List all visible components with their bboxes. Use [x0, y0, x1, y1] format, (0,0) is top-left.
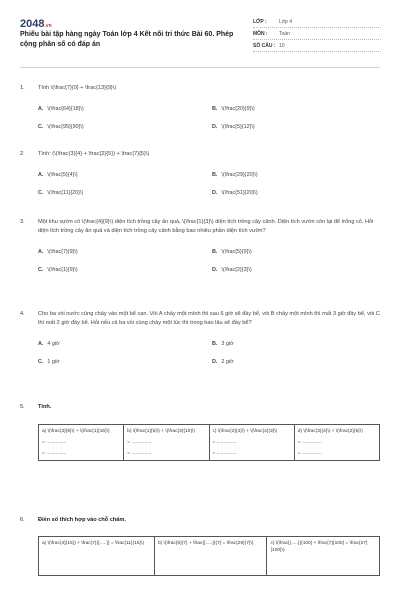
- question-6: 6. Điền số thích hợp vào chỗ chấm.: [20, 517, 126, 523]
- option-b[interactable]: B. \(\frac{29}{20}\): [212, 172, 258, 178]
- calc-cell-c: c) \(\frac{2}{3}\) + \(\frac{4}{3}\) = ............... = ...............: [209, 425, 294, 461]
- question-4: 4. Cho ba vòi nước cùng chảy vào một bể cạn. Vòi A chảy một mình thì sau 6 giờ sẽ đầy bể, vòi B chảy một mình thì mất 3 giờ đầy bể, vòi C thì mất 2 giờ đầy bể. Hỏi nếu cả ba vòi cùng chảy một lúc thì trong bao lâu sẽ đầy bể? A. 4 giờ B. 3 giờ C. 1 giờ D. 2 giờ: [20, 311, 380, 365]
- option-a[interactable]: A. \(\frac{7}{9}\): [38, 249, 78, 255]
- option-d[interactable]: D. \(\frac{2}{3}\): [212, 267, 252, 273]
- fill-cell-c[interactable]: c) \(\frac{{.....}}{100} + \frac{7}{100} = \frac{27}{100}\): [267, 537, 380, 576]
- option-a[interactable]: A. \(\frac{5}{4}\): [38, 172, 78, 178]
- option-c[interactable]: C. 1 giờ: [38, 359, 60, 365]
- info-row-class: LỚP : Lớp 4: [253, 16, 381, 28]
- option-a[interactable]: A. \(\frac{64}{18}\): [38, 106, 84, 112]
- option-c[interactable]: C. \(\frac{95}{90}\): [38, 124, 84, 130]
- question-5: 5. Tính.: [20, 404, 52, 410]
- answer-blank[interactable]: = ...............: [212, 440, 237, 445]
- question-2: 2. Tính: (\(\frac{3}{4} + \frac{2}{5}) + \frac{7}{5}\) A. \(\frac{5}{4}\) B. \(\frac{29}{20}\) C. \(\frac{11}{20}\) D. \(\frac{51}{20}\): [20, 151, 258, 196]
- question-1: 1. Tính \(\frac{7}{9} + \frac{13}{9}\) A. \(\frac{64}{18}\) B. \(\frac{20}{9}\) C. \(\frac{95}{90}\) D. \(\frac{5}{12}\): [20, 85, 255, 130]
- option-b[interactable]: B. \(\frac{5}{9}\): [212, 249, 252, 255]
- answer-blank[interactable]: = ...............: [127, 440, 152, 445]
- fill-table: [38, 536, 380, 576]
- option-a[interactable]: A. 4 giờ: [38, 341, 60, 347]
- info-panel: [253, 16, 381, 52]
- answer-blank[interactable]: = ...............: [212, 451, 237, 456]
- option-d[interactable]: D. \(\frac{5}{12}\): [212, 124, 255, 130]
- site-logo[interactable]: 2048.vn: [20, 18, 52, 30]
- worksheet-title: Phiếu bài tập hàng ngày Toán lớp 4 Kết nối tri thức Bài 60. Phép cộng phân số có đáp án: [20, 31, 234, 48]
- answer-blank[interactable]: = ...............: [42, 451, 67, 456]
- question-3: 3. Một khu vườn có \(\frac{4}{9}\) diện tích trồng cây ăn quả, \(\frac{1}{3}\) diện tích trồng cây cảnh. Diện tích vườn còn lại để trống cỏ. Hỏi diện tích trồng cây ăn quả và diện tích trồng cây cảnh bằng bao nhiêu phần diện tích vườn? A. \(\frac{7}{9}\) B. \(\frac{5}{9}\) C. \(\frac{1}{9}\) D. \(\frac{2}{3}\): [20, 219, 374, 273]
- info-row-subject: MÔN : Toán: [253, 28, 381, 40]
- answer-blank[interactable]: = ...............: [297, 451, 322, 456]
- answer-blank[interactable]: = ...............: [42, 440, 67, 445]
- option-c[interactable]: C. \(\frac{11}{20}\): [38, 190, 84, 196]
- fill-cell-b[interactable]: b) \(\frac{6}{7} + \frac{{.....}}{7} = \frac{29}{7}\): [154, 537, 267, 576]
- option-b[interactable]: B. \(\frac{20}{9}\): [212, 106, 255, 112]
- calc-cell-d: d) \(\frac{3}{4}\) + \(\frac{2}{5}\) = ............... = ...............: [294, 425, 379, 461]
- calc-cell-b: b) \(\frac{1}{5}\) + \(\frac{3}{10}\) = ............... = ...............: [124, 425, 209, 461]
- calc-cell-a: a) \(\frac{3}{8}\) + \(\frac{1}{16}\) = ............... = ...............: [39, 425, 124, 461]
- info-row-count: SỐ CÂU : 10: [253, 40, 381, 52]
- calc-table: [38, 424, 380, 461]
- option-b[interactable]: B. 3 giờ: [212, 341, 234, 347]
- fill-cell-a[interactable]: a) \(\frac{4}{15}) + \frac{7}{{.....}} = \frac{11}{15}\): [39, 537, 155, 576]
- header-divider: [20, 67, 380, 68]
- option-d[interactable]: D. \(\frac{51}{20}\): [212, 190, 258, 196]
- answer-blank[interactable]: = ...............: [127, 451, 152, 456]
- answer-blank[interactable]: = ...............: [297, 440, 322, 445]
- option-c[interactable]: C. \(\frac{1}{9}\): [38, 267, 78, 273]
- option-d[interactable]: D. 2 giờ: [212, 359, 234, 365]
